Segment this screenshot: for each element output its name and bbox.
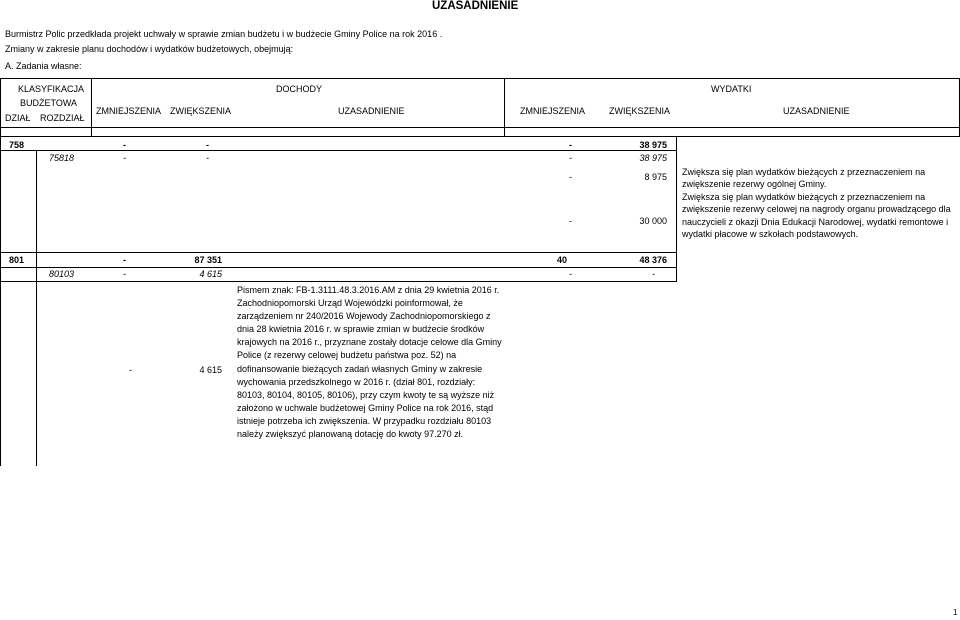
dochody-uzasadnienie: Pismem znak: FB-1.3111.48.3.2016.AM z dnia 29 kwietnia 2016 r. Zachodniopomorski Urząd Wojewódzki poinformował, że zarządzeniem nr 240/2016 Wojewody Zachodniopomorskiego z dnia 28 kwietnia 2016 r. w sprawie zmian w budżecie środków krajowych na 2016 r., przyznane zostały dotacje celowe dla Gminy Police (z rezerwy celowej budżetu państwa poz. 52) na dofinansowanie bieżących zadań własnych Gminy w zakresie wychowania przedszkolnego w 2016 r. (dział 801, rozdziały: 80103, 80104, 80105, 80106), przy czym kwoty te są wyższe niż założono w uchwale budżetowej Gminy Police na rok 2016, stąd istnieje potrzeba ich zwiększenia. W przypadku rozdziału 80103 należy zwiększyć planowaną dotację do kwoty 97.270 zł.: [237, 285, 502, 440]
wydatki-zwiekszenia: 38 975: [639, 140, 667, 150]
page-number: 1: [953, 608, 958, 617]
wydatki-zmniejszenia: 40: [556, 255, 567, 265]
intro-line-1: Burmistrz Polic przedkłada projekt uchwały w sprawie zmian budżetu i w budżecie Gminy Police na rok 2016 .: [5, 29, 443, 39]
wydatki-zwiekszenia: 30 000: [639, 216, 667, 226]
wydatki-zwiekszenia: 38 975: [639, 153, 667, 163]
wydatki-zmniejszenia: -: [569, 269, 572, 279]
rozdzial-code: 75818: [49, 153, 75, 163]
dochody-zmniejszenia: -: [129, 365, 132, 375]
header-dochody: DOCHODY: [276, 84, 323, 94]
wydatki-zwiekszenia: 48 376: [639, 255, 667, 265]
header-wydatki-zwiekszenia: ZWIĘKSZENIA: [609, 106, 671, 116]
header-dzial: DZIAŁ: [5, 113, 31, 123]
header-dochody-zwiekszenia: ZWIĘKSZENIA: [170, 106, 232, 116]
wydatki-uzasadnienie-2: Zwiększa się plan wydatków bieżących z przeznaczeniem na zwiększenie rezerwy celowej na nagrody organu prowadzącego dla nauczycieli z okazji Dnia Edukacji Narodowej, wydatki remontowe i wydatki płacowe w szkołach podstawowych.: [682, 192, 951, 240]
dochody-zwiekszenia: -: [206, 153, 209, 163]
dochody-zmniejszenia: -: [123, 269, 126, 279]
wydatki-zmniejszenia: -: [569, 216, 572, 226]
header-dochody-uzasadnienie: UZASADNIENIE: [338, 106, 405, 116]
dochody-zmniejszenia: -: [123, 255, 126, 265]
dzial-code: 758: [9, 140, 25, 150]
header-wydatki-zmniejszenia: ZMNIEJSZENIA: [520, 106, 586, 116]
wydatki-zmniejszenia: -: [569, 172, 572, 182]
header-wydatki-uzasadnienie: UZASADNIENIE: [783, 106, 850, 116]
dochody-zwiekszenia: -: [206, 140, 209, 150]
document-title: UZASADNIENIE: [432, 0, 519, 12]
wydatki-uzasadnienie-1: Zwiększa się plan wydatków bieżących z przeznaczeniem na zwiększenie rezerwy ogólnej Gminy.: [682, 167, 926, 190]
header-klasyfikacja: KLASYFIKACJA: [18, 84, 85, 94]
header-rozdzial: ROZDZIAŁ: [40, 113, 85, 123]
intro-line-2: Zmiany w zakresie planu dochodów i wydatków budżetowych, obejmują:: [5, 44, 294, 54]
wydatki-zmniejszenia: -: [569, 140, 572, 150]
intro-line-3: A. Zadania własne:: [5, 61, 82, 71]
wydatki-zwiekszenia: -: [652, 269, 655, 279]
dochody-zmniejszenia: -: [123, 140, 126, 150]
dochody-zwiekszenia: 87 351: [194, 255, 222, 265]
wydatki-zwiekszenia: 8 975: [644, 172, 667, 182]
header-dochody-zmniejszenia: ZMNIEJSZENIA: [96, 106, 162, 116]
dzial-code: 801: [9, 255, 25, 265]
wydatki-zmniejszenia: -: [569, 153, 572, 163]
header-budzetowa: BUDŻETOWA: [20, 98, 78, 108]
dochody-zmniejszenia: -: [123, 153, 126, 163]
header-wydatki: WYDATKI: [711, 84, 752, 94]
rozdzial-code: 80103: [49, 269, 75, 279]
dochody-zwiekszenia: 4 615: [199, 269, 222, 279]
dochody-zwiekszenia: 4 615: [199, 365, 222, 375]
